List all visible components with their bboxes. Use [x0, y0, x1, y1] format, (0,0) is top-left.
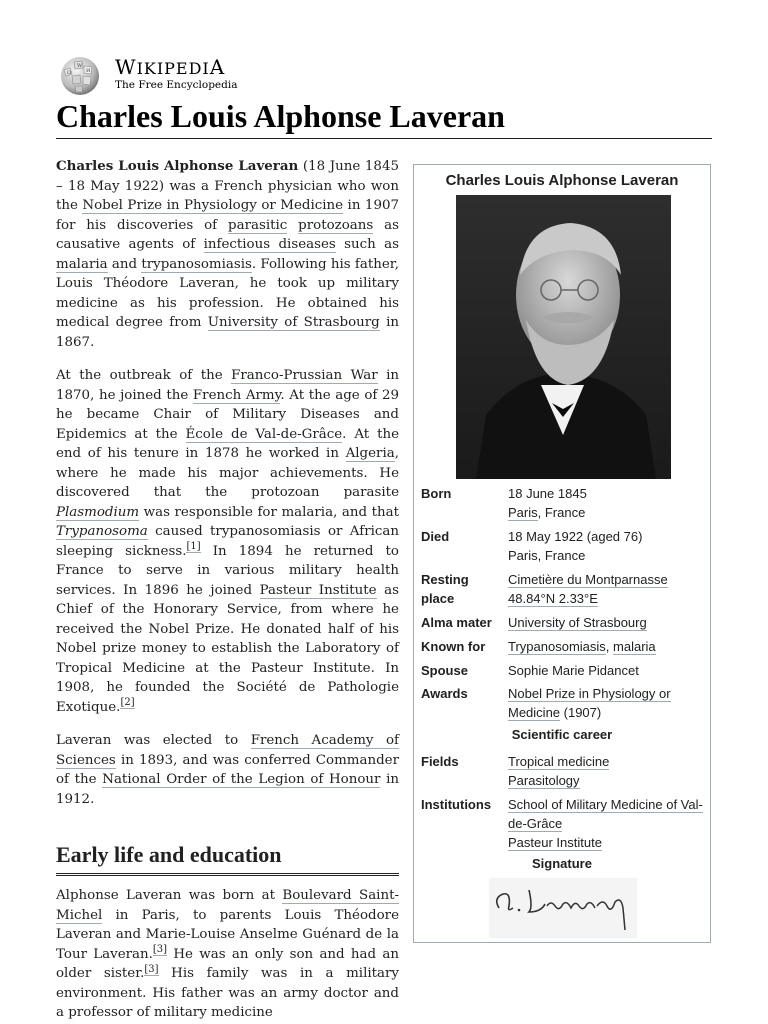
link-infectious-diseases[interactable]: infectious diseases [203, 237, 336, 252]
svg-text:И: И [86, 68, 91, 74]
link-parasitology[interactable]: Parasitology [508, 773, 580, 788]
link-algeria[interactable]: Algeria [345, 446, 395, 461]
link-ecole-val-de-grace[interactable]: École de Val-de-Grâce [185, 426, 343, 442]
link-university-strasbourg[interactable]: University of Strasbourg [207, 315, 380, 330]
paragraph-early-life: Alphonse Laveran was born at Boulevard Saint-Michel in Paris, to parents Louis Théodore Laveran and Marie-Louise Anselme Guénard de la Tour Laveran.[3] He was an only son and had an older sister.[3] His family was in a military environment. His father was an army doctor and a professor of military medicine [56, 888, 399, 1020]
link-award-nobel[interactable]: Nobel Prize in Physiology or Medicine [508, 686, 671, 720]
section-heading-early-life: Early life and education [56, 841, 399, 876]
link-nobel-prize[interactable]: Nobel Prize in Physiology or Medicine [82, 198, 344, 213]
link-malaria[interactable]: malaria [56, 256, 108, 272]
wordmark-title: WIKIPEDIA [115, 55, 226, 79]
paragraph-career: At the outbreak of the Franco-Prussian War in 1870, he joined the French Army. At the age of 29 he became Chair of Military Diseases and Epidemics at the École de Val-de-Grâce. At the end of his tenure in 1878 he worked in Algeria, where he made his major achievements. He discovered that the protozoan parasite Plasmodium was responsible for malaria, and that Trypanosoma caused trypanosomiasis or African sleeping sickness.[1] In 1894 he returned to France to serve in various military health services. In 1896 he joined Pasteur Institute as Chief of the Honorary Service, from where he received the Nobel Prize. He donated half of his Nobel prize money to establish the Laboratory of Tropical Medicine at the Pasteur Institute. In 1908, he founded the Société de Pathologie Exotique.[2] [56, 368, 400, 715]
portrait-photo[interactable] [456, 195, 671, 479]
link-protozoans[interactable]: protozoans [298, 217, 374, 233]
svg-text:W: W [77, 63, 83, 69]
subject-name: Charles Louis Alphonse Laveran [56, 158, 299, 174]
link-known-trypanosomiasis[interactable]: Trypanosomiasis [508, 639, 606, 654]
infobox-title: Charles Louis Alphonse Laveran [445, 172, 679, 189]
link-tropical-medicine[interactable]: Tropical medicine [508, 754, 610, 769]
link-val-de-grace-school[interactable]: School of Military Medicine of Val-de-Grâce [508, 797, 703, 831]
link-legion-of-honour[interactable]: National Order of the Legion of Honour [102, 772, 381, 787]
link-cimetiere-montparnasse[interactable]: Cimetière du Montparnasse [508, 572, 668, 587]
link-pasteur-institute[interactable]: Pasteur Institute [259, 582, 377, 598]
citation-1[interactable]: [1] [186, 541, 201, 553]
link-french-academy-sciences[interactable]: French Academy of Sciences [56, 733, 400, 768]
link-franco-prussian-war[interactable]: Franco-Prussian War [231, 368, 378, 383]
link-alma-mater[interactable]: University of Strasbourg [508, 615, 647, 630]
link-trypanosoma[interactable]: Trypanosoma [56, 524, 148, 539]
wikipedia-globe-icon[interactable] [56, 54, 104, 96]
link-institution-pasteur[interactable]: Pasteur Institute [508, 835, 602, 850]
citation-3b[interactable]: [3] [144, 963, 159, 975]
link-coordinates[interactable]: 48.84°N 2.33°E [508, 591, 598, 606]
svg-text:Ω: Ω [67, 70, 72, 76]
link-boulevard-saint-michel[interactable]: Boulevard Saint-Michel [56, 888, 399, 923]
link-french-army[interactable]: French Army [192, 387, 281, 403]
link-plasmodium[interactable]: Plasmodium [56, 504, 140, 520]
link-paris[interactable]: Paris [508, 505, 538, 520]
signature-image[interactable] [489, 878, 637, 938]
infobox-header-signature: Signature [532, 856, 592, 871]
infobox-header-scientific-career: Scientific career [511, 727, 613, 742]
paragraph-intro: Charles Louis Alphonse Laveran (18 June 1845 – 18 May 1922) was a French physician who won the Nobel Prize in Physiology or Medicine in 1907 for his discoveries of parasitic protozoans as causative agents of infectious diseases such as malaria and trypanosomiasis. Following his father, Louis Théodore Laveran, he took up military medicine as his profession. He obtained his medical degree from University of Strasbourg in 1867. [56, 158, 400, 350]
wikipedia-header [56, 52, 716, 96]
citation-3[interactable]: [3] [152, 944, 168, 956]
paragraph-honours: Laveran was elected to French Academy of Sciences in 1893, and was conferred Commander of the National Order of the Legion of Honour in 1912. [56, 733, 400, 807]
wordmark-tagline: The Free Encyclopedia [115, 79, 238, 91]
article-body [56, 157, 400, 1020]
link-trypanosomiasis[interactable]: trypanosomiasis [141, 256, 252, 272]
link-parasitic[interactable]: parasitic [228, 217, 288, 233]
citation-2[interactable]: [2] [120, 697, 135, 709]
infobox: Charles Louis Alphonse Laveran Born 18 June 1845 Paris, France Died 18 May 1922 (aged 76) Paris, France Resting place Cimetière du Montparnasse 48.84°N 2.33°E Alma mater University of Strasbourg Known for Trypanosomiasis, malaria Spouse Sophie Marie Pidancet Awards Nobel Prize in Physiology or Medicine (1907) Scientific career Fields Tropical medicine Parasitology Institutions School of Military Medicine of Val-de-Grâce Pasteur Institute Signature [413, 164, 711, 943]
link-known-malaria[interactable]: malaria [613, 639, 656, 654]
page-title: Charles Louis Alphonse Laveran [56, 96, 712, 139]
